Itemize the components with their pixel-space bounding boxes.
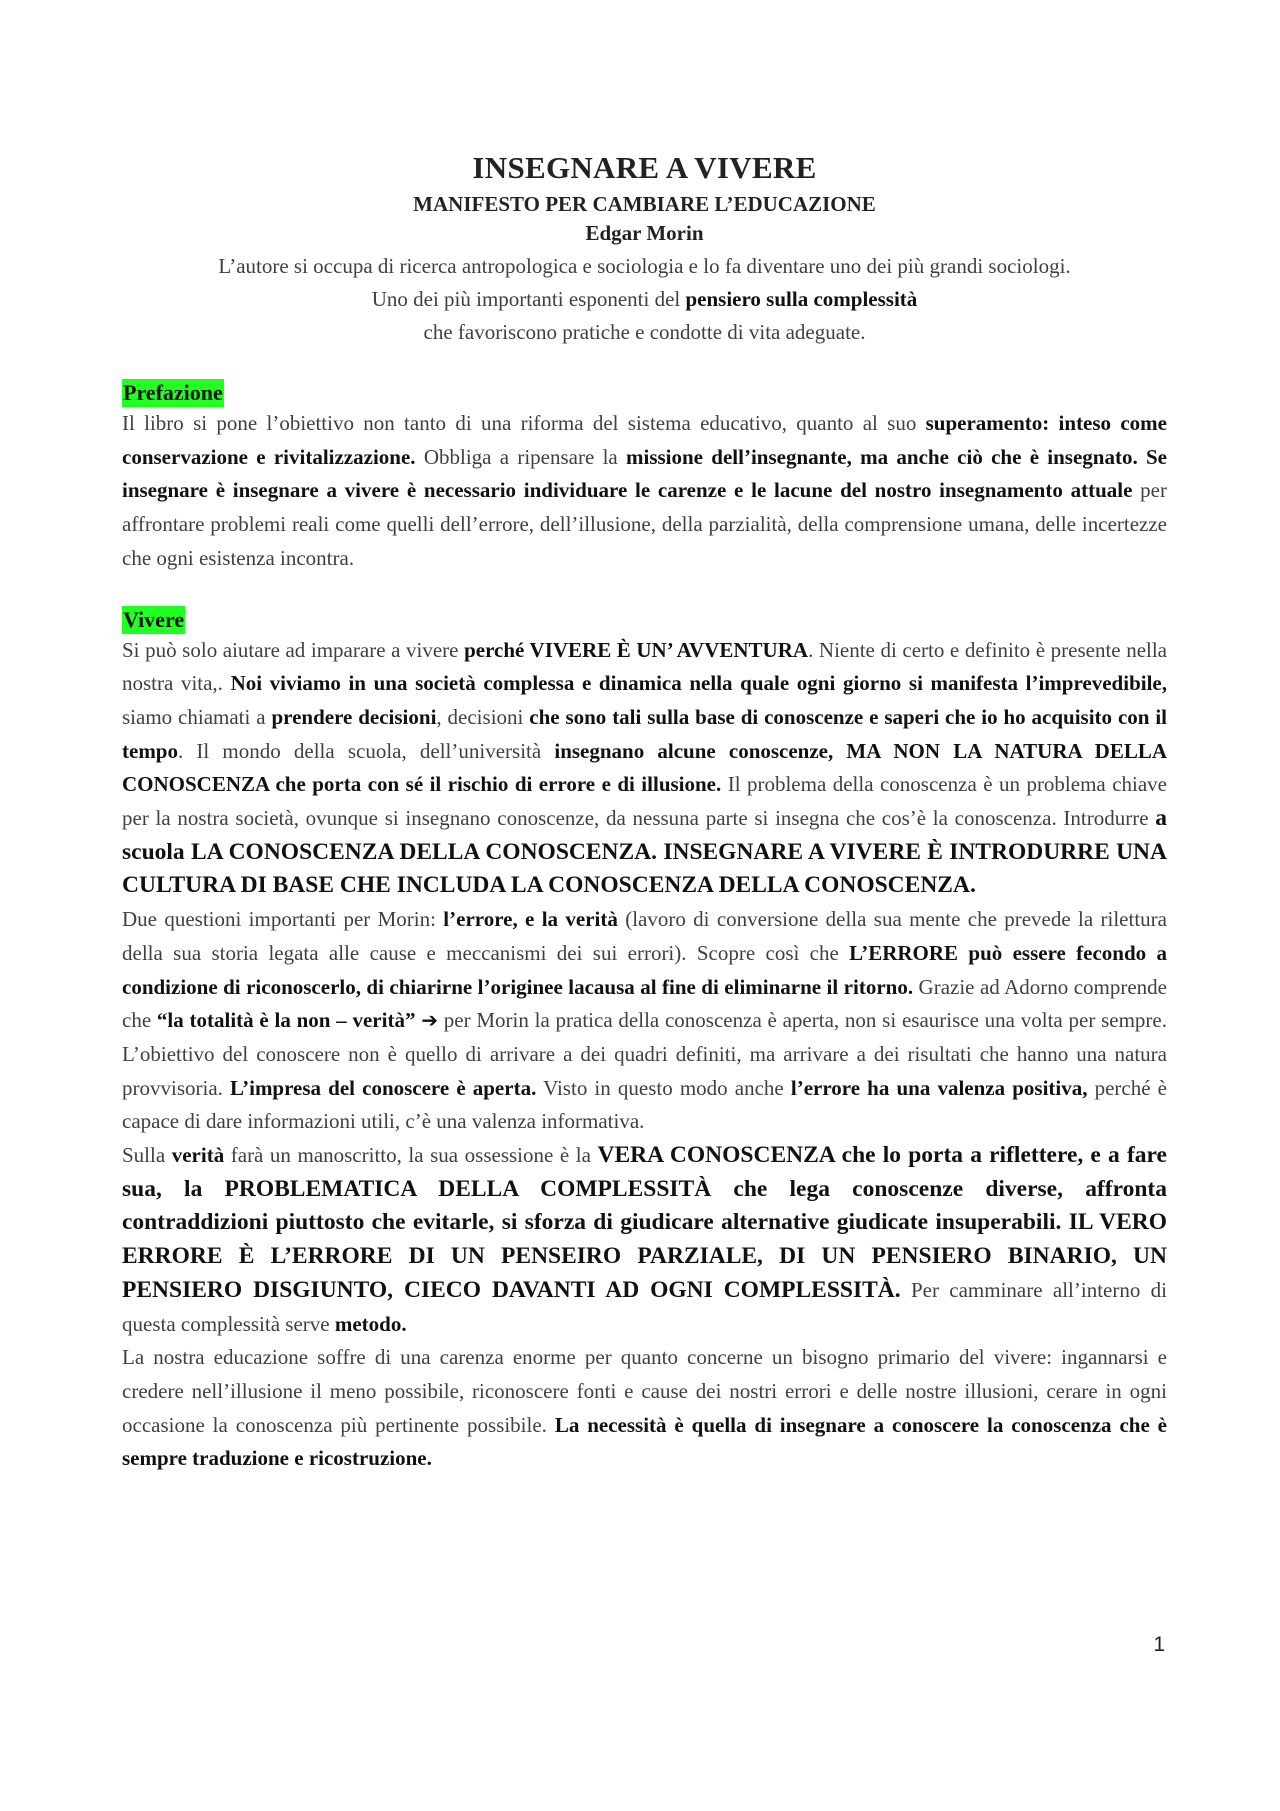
intro-line-3: che favoriscono pratiche e condotte di vita adeguate. [423, 320, 866, 344]
page-subtitle: MANIFESTO PER CAMBIARE L’EDUCAZIONE [413, 192, 876, 216]
arrow-right-icon: ➔ [421, 1008, 438, 1033]
section-prefazione [122, 379, 1167, 576]
intro-line-2-text: Uno dei più importanti esponenti del [371, 287, 686, 311]
section-heading-prefazione: Prefazione [123, 380, 223, 405]
text-run: Grazie ad Adorno comprende che [122, 974, 1167, 1033]
intro-line-1: L’autore si occupa di ricerca antropologica e sociologia e lo fa diventare uno dei più grandi sociologi. [218, 254, 1071, 278]
bold-run: perché VIVERE È UN’ AVVENTURA [464, 637, 809, 662]
bold-run: l’errore ha una valenza positiva, [790, 1075, 1088, 1100]
text-run: , decisioni [436, 704, 530, 729]
bold-run: metodo. [334, 1311, 407, 1336]
bold-run: L’ERRORE può essere fecondo a condizione di riconoscerlo, di chiarirne l’originee lacausa al fine di eliminarne il ritorno. [122, 940, 1167, 999]
text-run: Sulla [122, 1143, 172, 1168]
page-number: 1 [1153, 1633, 1165, 1656]
text-run: Il problema della conoscenza è un problema chiave per la nostra società, ovunque si insegnano conoscenze, da nessuna parte si insegna che cos’è la conoscenza. Introdurre [122, 772, 1167, 831]
text-run: farà un manoscritto, la sua ossessione è la [224, 1143, 598, 1168]
page-title: INSEGNARE A VIVERE [472, 150, 817, 185]
document-header [122, 150, 1167, 349]
bold-run: VERA CONOSCENZA che lo porta a riflettere, e a fare sua, la PROBLEMATICA DELLA COMPLESSITÀ che lega conoscenze diverse, affronta contraddizioni piuttosto che evitarle, si sforza di giudicare alternative giudicate insuperabili. IL VERO ERRORE È L’ERRORE DI UN PENSEIRO PARZIALE, DI UN PENSIERO BINARIO, UN PENSIERO DISGIUNTO, CIECO DAVANTI AD OGNI COMPLESSITÀ. [122, 1142, 1167, 1303]
text-run: Obbliga a ripensare la [415, 444, 626, 469]
bold-run: Noi viviamo in una società complessa e dinamica nella quale ogni giorno si manifesta l’imprevedibile, [230, 671, 1167, 696]
bold-run: La necessità è quella di insegnare a conoscere la conoscenza che è sempre traduzione e ricostruzione. [122, 1412, 1167, 1471]
bold-run: superamento: inteso come conservazione e rivitalizzazione. [122, 411, 1167, 469]
paragraph-prefazione [122, 407, 1167, 576]
text-run: siamo chiamati a [122, 704, 272, 729]
paragraph-vivere-4 [122, 1341, 1167, 1476]
bold-run: “la totalità è la non – verità” [156, 1008, 416, 1033]
section-vivere [122, 606, 1167, 1477]
bold-run: a scuola LA CONOSCENZA DELLA CONOSCENZA. INSEGNARE A VIVERE È INTRODURRE UNA CULTURA DI BASE CHE INCLUDA LA CONOSCENZA DELLA CONOSCENZA. [122, 805, 1167, 899]
bold-run: insegnano alcune conoscenze, MA NON LA NATURA DELLA CONOSCENZA che porta con sé il rischio di errore e di illusione. [122, 738, 1168, 797]
text-run: (lavoro di conversione della sua mente che prevede la rilettura della sua storia legata alle cause e meccanismi dei sui errori). Scopre così che [122, 907, 1167, 965]
text-run: per affrontare problemi reali come quelli dell’errore, dell’illusione, della parzialità, della comprensione umana, delle incertezze che ogni esistenza incontra. [122, 478, 1167, 570]
text-run: . Il mondo della scuola, dell’università [178, 738, 555, 763]
text-run: Visto in questo modo anche [536, 1075, 791, 1100]
bold-run: che sono tali sulla base di conoscenze e saperi che io ho acquisito con il tempo [122, 704, 1167, 763]
text-run: Si può solo aiutare ad imparare a vivere [122, 637, 465, 662]
bold-run: missione dell’insegnante, ma anche ciò che è insegnato. Se insegnare è insegnare a vivere è necessario individuare le carenze e le lacune del nostro insegnamento attuale [122, 444, 1167, 503]
text-run: perché è capace di dare informazioni utili, c’è una valenza informativa. [122, 1075, 1167, 1134]
text-run: Due questioni importanti per Morin: [122, 907, 444, 932]
paragraph-vivere-1 [122, 634, 1167, 904]
paragraph-vivere-2 [122, 903, 1167, 1139]
bold-run: verità [171, 1143, 225, 1168]
paragraph-vivere-3 [122, 1139, 1167, 1341]
text-run: . Niente di certo e definito è presente nella nostra vita,. [122, 637, 1168, 696]
intro-line-2 [122, 283, 1167, 316]
bold-run: prendere decisioni [271, 704, 437, 729]
document-page [122, 150, 1167, 1476]
text-run: Il libro si pone l’obiettivo non tanto di una riforma del sistema educativo, quanto al suo [122, 411, 926, 435]
bold-run: L’impresa del conoscere è aperta. [230, 1075, 537, 1100]
text-run: per Morin la pratica della conoscenza è aperta, non si esaurisce una volta per sempre. L’obiettivo del conoscere non è quello di arrivare a dei quadri definiti, ma arrivare a dei risultati che hanno una natura provvisoria. [122, 1008, 1167, 1100]
text-run: La nostra educazione soffre di una carenza enorme per quanto concerne un bisogno primario del vivere: ingannarsi e credere nell’illusione il meno possibile, riconoscere fonti e cause dei nostri errori e delle nostre illusioni, cerare in ogni occasione la conoscenza più pertinente possibile. [122, 1345, 1167, 1437]
intro-line-2-bold: pensiero sulla complessità [685, 287, 918, 311]
text-run: Per camminare all’interno di questa complessità serve [122, 1277, 1167, 1336]
author-name: Edgar Morin [585, 221, 704, 245]
bold-run: l’errore, e la verità [443, 907, 618, 932]
section-heading-vivere: Vivere [123, 606, 185, 632]
